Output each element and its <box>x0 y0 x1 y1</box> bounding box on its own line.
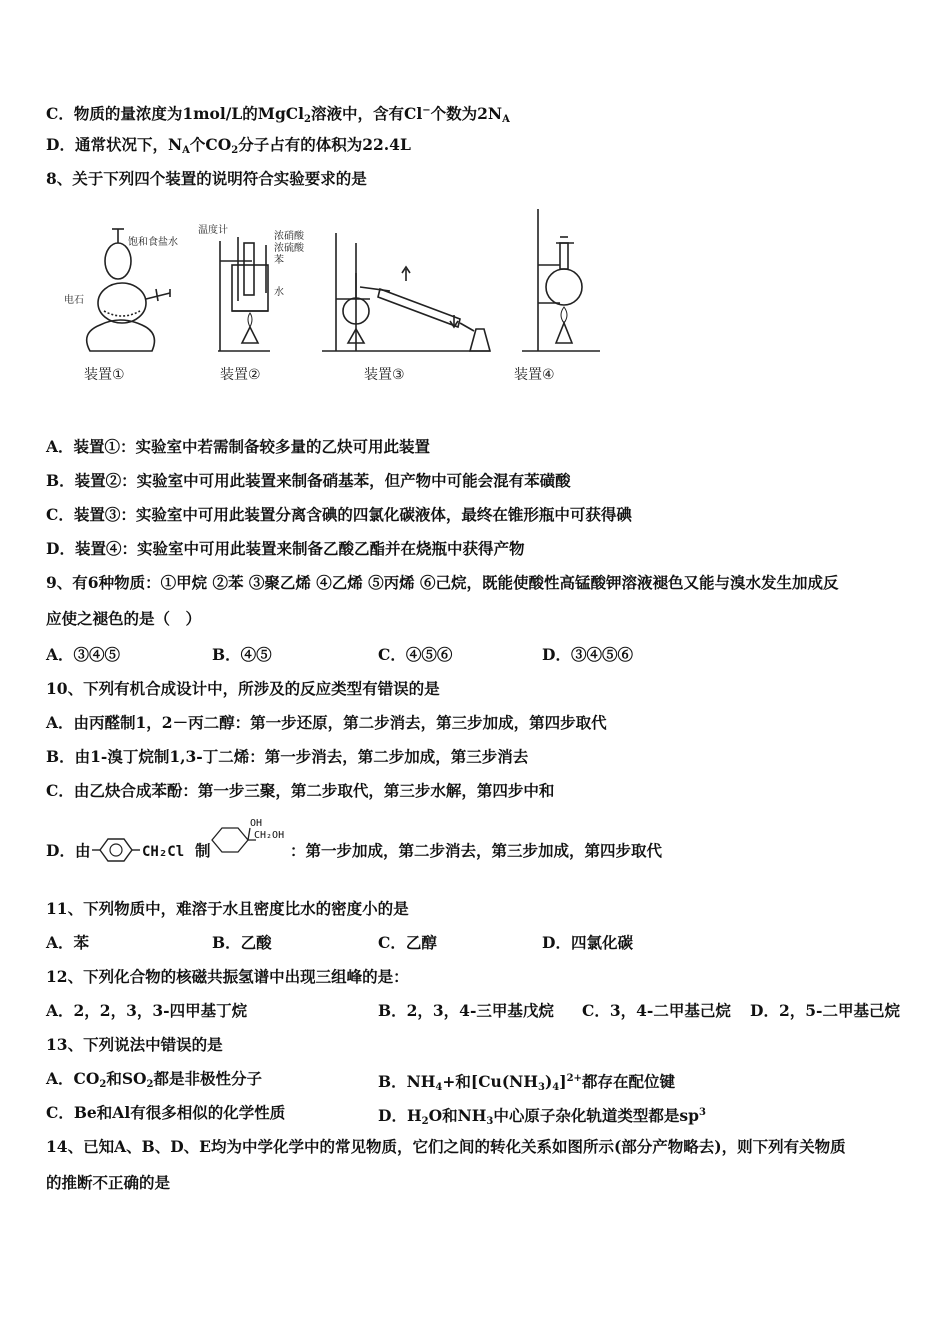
q12-option-b: B．2，3，4-三甲基戊烷 <box>378 1001 554 1020</box>
apparatus-2 <box>218 237 270 351</box>
q8-option-a: A．装置①：实验室中若需制备较多量的乙炔可用此装置 <box>46 437 431 456</box>
apparatus-figure <box>60 203 620 403</box>
q10-option-b: B．由1-溴丁烷制1,3-丁二烯：第一步消去，第二步加成，第三步消去 <box>46 747 529 766</box>
fig-label-thermometer: 温度计 <box>198 225 228 236</box>
q10-stem: 10、下列有机合成设计中，所涉及的反应类型有错误的是 <box>46 679 440 698</box>
q11-option-d: D．四氯化碳 <box>542 933 633 952</box>
q8-stem: 8、关于下列四个装置的说明符合实验要求的是 <box>46 169 367 188</box>
apparatus-3 <box>322 233 490 351</box>
q8-option-c: C．装置③：实验室中可用此装置分离含碘的四氯化碳液体，最终在锥形瓶中可获得碘 <box>46 505 632 524</box>
q10-option-d-prefix: D．由 <box>46 841 91 860</box>
q9-option-d: D．③④⑤⑥ <box>542 645 633 664</box>
q12-option-a: A．2，2，3，3-四甲基丁烷 <box>46 1001 248 1020</box>
q9-option-c: C．④⑤⑥ <box>378 645 453 664</box>
q11-option-c: C．乙醇 <box>378 933 437 952</box>
cyclohexane-substituents: OH CH₂OH <box>250 818 285 841</box>
q10-option-d-zhi: 制 <box>195 841 211 860</box>
fig-label-benzene: 苯 <box>274 255 284 266</box>
q11-option-b: B．乙酸 <box>212 933 272 952</box>
fig-caption-2: 装置② <box>220 367 261 383</box>
fig-caption-4: 装置④ <box>514 367 555 383</box>
fig-caption-1: 装置① <box>84 367 125 383</box>
fig-label-nitric: 浓硝酸 <box>274 231 304 242</box>
fig-label-carbide: 电石 <box>64 295 84 306</box>
q12-option-d: D．2，5-二甲基己烷 <box>750 1001 900 1020</box>
q13-option-b: B．$NH_4+$和$[Cu(NH_3)_4]^{2+}$都存在配位键 <box>378 1072 675 1093</box>
q7-option-c: C．物质的量浓度为1mol/L的MgCl$_2$溶液中，含有Cl−个数为$2N_A$ <box>46 104 510 125</box>
q13-option-a: A．$CO_2$和$SO_2$都是非极性分子 <box>46 1069 263 1090</box>
fig-caption-3: 装置③ <box>364 367 405 383</box>
fig-label-brine: 饱和食盐水 <box>128 237 178 248</box>
q9-stem-line1: 9、有6种物质：①甲烷 ②苯 ③聚乙烯 ④乙烯 ⑤丙烯 ⑥己烷，既能使酸性高锰酸钾溶液褪色又能与溴水发生加成反 <box>46 573 839 592</box>
q9-option-b: B．④⑤ <box>212 645 272 664</box>
q11-option-a: A．苯 <box>46 933 90 952</box>
q8-option-b: B．装置②：实验室中可用此装置来制备硝基苯，但产物中可能会混有苯磺酸 <box>46 471 571 490</box>
q13-stem: 13、下列说法中错误的是 <box>46 1035 223 1054</box>
q9-stem-line2: 应使之褪色的是（ ） <box>46 609 202 628</box>
q10-option-a: A．由丙醛制1，2－丙二醇：第一步还原，第二步消去，第三步加成，第四步取代 <box>46 713 607 732</box>
fig-label-sulfuric: 浓硫酸 <box>274 243 304 254</box>
q12-stem: 12、下列化合物的核磁共振氢谱中出现三组峰的是： <box>46 967 409 986</box>
q11-stem: 11、下列物质中，难溶于水且密度比水的密度小的是 <box>46 899 409 918</box>
q14-stem-line1: 14、已知A、B、D、E均为中学化学中的常见物质，它们之间的转化关系如图所示(部分产物略去)，则下列有关物质 <box>46 1137 846 1156</box>
q13-option-d: D．$H_2O$和$NH_3$中心原子杂化轨道类型都是$sp^3$ <box>378 1106 706 1127</box>
benzene-ring-icon <box>92 836 142 864</box>
q12-option-c: C．3，4-二甲基己烷 <box>582 1001 731 1020</box>
q8-option-d: D．装置④：实验室中可用此装置来制备乙酸乙酯并在烧瓶中获得产物 <box>46 539 525 558</box>
benzyl-chloride-group: CH₂Cl <box>142 844 185 860</box>
q14-stem-line2: 的推断不正确的是 <box>46 1173 171 1192</box>
q13-option-c: C．Be和Al有很多相似的化学性质 <box>46 1103 286 1122</box>
q10-option-c: C．由乙炔合成苯酚：第一步三聚，第二步取代，第三步水解，第四步中和 <box>46 781 555 800</box>
q9-option-a: A．③④⑤ <box>46 645 121 664</box>
apparatus-4 <box>522 209 600 351</box>
fig-label-water: 水 <box>274 287 284 298</box>
q7-option-d: D．通常状况下，$N_A$个$CO_2$分子占有的体积为22.4L <box>46 135 411 156</box>
q10-option-d-text: ：第一步加成，第二步消去，第三步加成，第四步取代 <box>290 841 663 860</box>
